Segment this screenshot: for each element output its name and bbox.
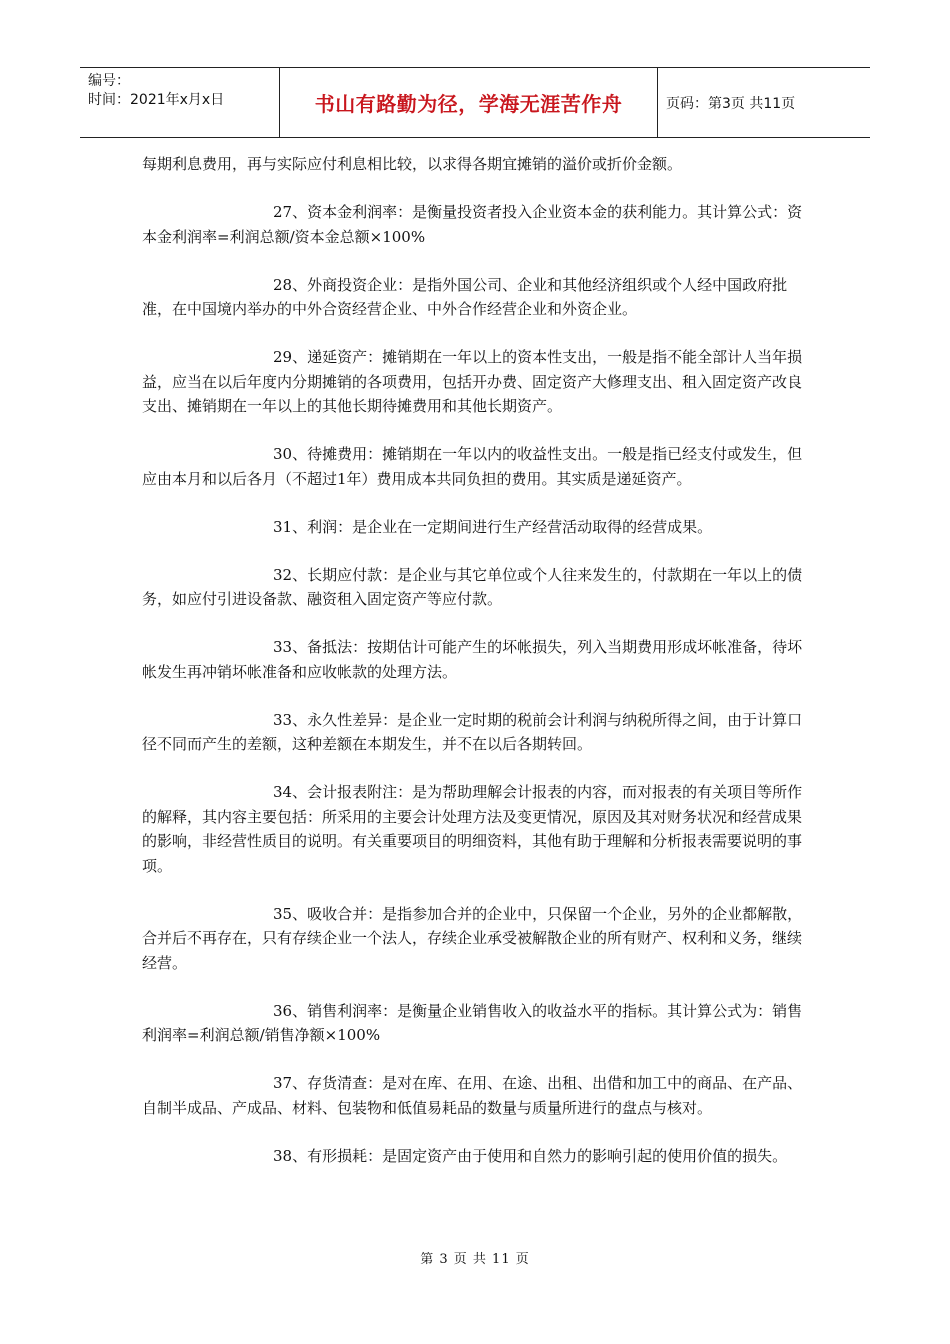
document-header [80,67,870,138]
number-label: 编号： [88,73,130,89]
paragraph [142,708,812,757]
paragraph-text: 28、外商投资企业：是指外国公司、企业和其他经济组织或个人经中国政府批准，在中国境内举办的中外合资经营企业、中外合作经营企业和外资企业。 [142,275,788,318]
paragraph-text: 38、有形损耗：是固定资产由于使用和自然力的影响引起的使用价值的损失。 [273,1146,788,1165]
paragraph [142,515,812,540]
paragraph-text: 33、备抵法：按期估计可能产生的坏帐损失，列入当期费用形成坏帐准备，待坏帐发生再冲销坏帐准备和应收帐款的处理方法。 [142,638,803,681]
document-body [142,152,812,1192]
paragraph-text: 33、永久性差异：是企业一定时期的税前会计利润与纳税所得之间，由于计算口径不同而产生的差额，这种差额在本期发生，并不在以后各期转回。 [142,710,803,753]
paragraph-text: 每期利息费用，再与实际应付利息相比较，以求得各期宜摊销的溢价或折价金额。 [142,155,683,173]
header-motto [280,68,658,137]
page-code-text: 页码：第3页 共11页 [666,95,796,112]
paragraph-text: 32、长期应付款：是企业与其它单位或个人往来发生的，付款期在一年以上的债务，如应付引进设备款、融资租入固定资产等应付款。 [142,565,803,608]
paragraph-text: 36、销售利润率：是衡量企业销售收入的收益水平的指标。其计算公式为：销售利润率=利润总额/销售净额×100% [142,1001,803,1044]
footer-page-number: 第 3 页 共 11 页 [420,1252,530,1267]
time-label: 时间：2021年x月x日 [88,92,225,108]
paragraph [142,1071,812,1120]
header-meta [80,68,280,137]
header-page-code [658,68,870,137]
paragraph [142,999,812,1048]
paragraph [142,1144,812,1169]
paragraph-text: 29、递延资产：摊销期在一年以上的资本性支出，一般是指不能全部计人当年损益，应当在以后年度内分期摊销的各项费用，包括开办费、固定资产大修理支出、租入固定资产改良支出、摊销期在一年以上的其他长期待摊费用和其他长期资产。 [142,348,803,415]
paragraph [142,200,812,249]
page-footer [0,1248,950,1267]
paragraph-text: 31、利润：是企业在一定期间进行生产经营活动取得的经营成果。 [273,517,713,536]
paragraph [142,442,812,491]
paragraph [142,563,812,612]
paragraph-text: 34、会计报表附注：是为帮助理解会计报表的内容，而对报表的有关项目等所作的解释，其内容主要包括：所采用的主要会计处理方法及变更情况，原因及其对财务状况和经营成果的影响，非经营性质目的说明。有关重要项目的明细资料，其他有助于理解和分析报表需要说明的事项。 [142,783,803,875]
paragraph [142,345,812,419]
paragraph [142,902,812,976]
paragraph [142,635,812,684]
paragraph [142,152,812,177]
paragraph [142,780,812,878]
paragraph-text: 30、待摊费用：摊销期在一年以内的收益性支出。一般是指已经支付或发生，但应由本月和以后各月（不超过1年）费用成本共同负担的费用。其实质是递延资产。 [142,445,803,488]
paragraph-text: 35、吸收合并：是指参加合并的企业中，只保留一个企业，另外的企业都解散，合并后不再存在，只有存续企业一个法人，存续企业承受被解散企业的所有财产、权利和义务，继续经营。 [142,904,803,972]
paragraph [142,273,812,322]
motto-text: 书山有路勤为径，学海无涯苦作舟 [314,92,623,116]
paragraph-text: 37、存货清查：是对在库、在用、在途、出租、出借和加工中的商品、在产品、自制半成品、产成品、材料、包装物和低值易耗品的数量与质量所进行的盘点与核对。 [142,1074,803,1117]
paragraph-text: 27、资本金利润率：是衡量投资者投入企业资本金的获利能力。其计算公式：资本金利润率=利润总额/资本金总额×100% [142,203,803,246]
